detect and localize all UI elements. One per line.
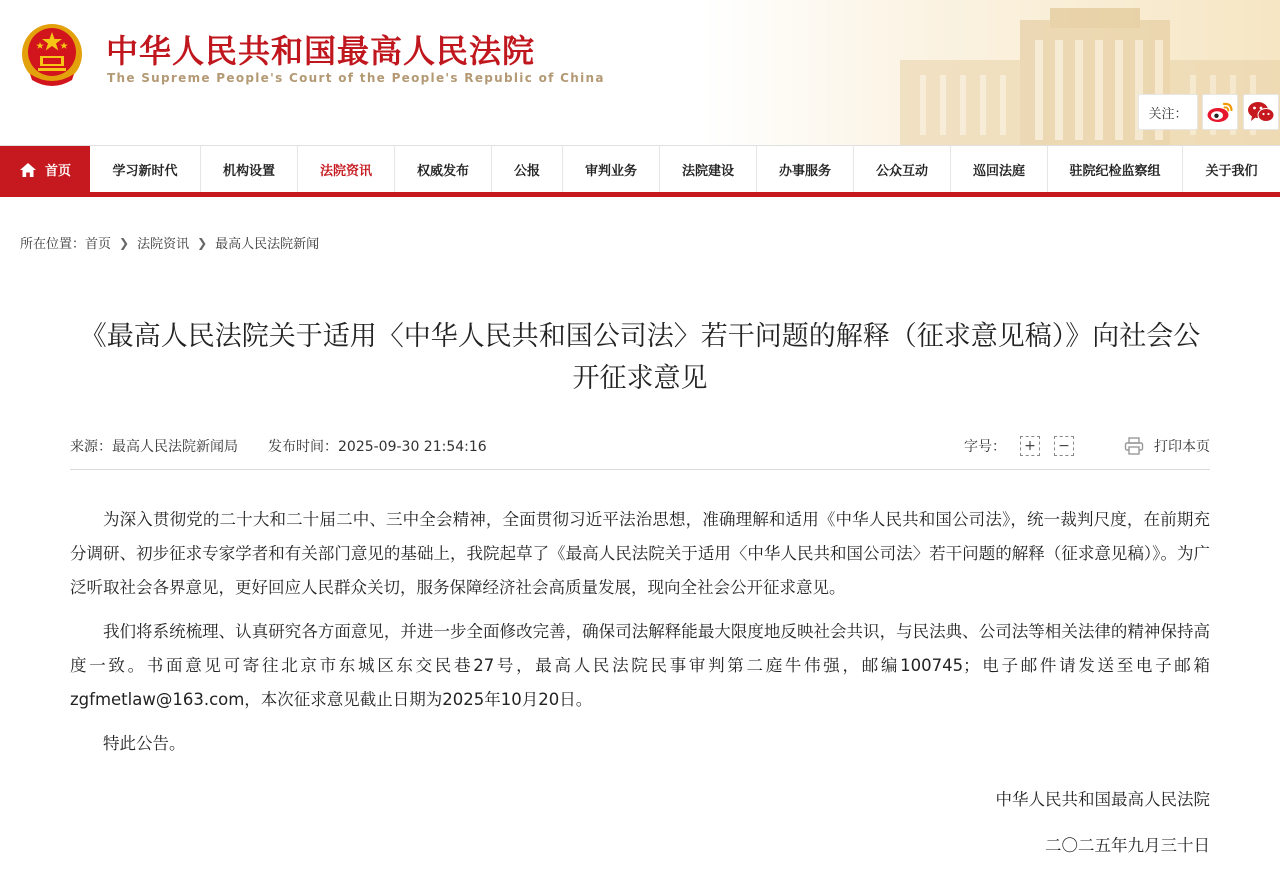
main-navigation [0, 145, 1280, 193]
weibo-icon [1206, 100, 1234, 124]
wechat-icon [1247, 100, 1275, 124]
article-paragraph: 为深入贯彻党的二十大和二十届二中、三中全会精神，全面贯彻习近平法治思想，准确理解和适用《中华人民共和国公司法》，统一裁判尺度，在前期充分调研、初步征求专家学者和有关部门意见的基础上，我院起草了《最高人民法院关于适用〈中华人民共和国公司法〉若干问题的解释（征求意见稿）》。为广泛听取社会各界意见，更好回应人民群众关切，服务保障经济社会高质量发展，现向全社会公开征求意见。 [70, 510, 1210, 597]
article-publish-time: 发布时间：2025-09-30 21:54:16 [268, 439, 487, 455]
breadcrumb-court-news[interactable]: 法院资讯 [137, 237, 190, 252]
article-title: 《最高人民法院关于适用〈中华人民共和国公司法〉若干问题的解释（征求意见稿）》向社会公开征求意见 [79, 321, 1201, 394]
nav-item-label: 驻院纪检监察组 [1069, 164, 1161, 179]
home-icon [19, 162, 37, 178]
print-button[interactable] [1124, 436, 1210, 456]
article-paragraph: 我们将系统梳理、认真研究各方面意见，并进一步全面修改完善，确保司法解释能最大限度地反映社会共识，与民法典、公司法等相关法律的精神保持高度一致。书面意见可寄往北京市东城区东交民巷27号，最高人民法院民事审判第二庭牛伟强，邮编100745；电子邮件请发送至电子邮箱zgfmetlaw@163.com，本次征求意见截止日期为2025年10月20日。 [70, 622, 1210, 709]
breadcrumb-prefix: 所在位置： [20, 237, 86, 252]
chevron-right-icon: ❯ [197, 235, 208, 250]
nav-item-label: 首页 [44, 164, 71, 179]
nav-item-gazette[interactable] [492, 146, 563, 193]
article-body [70, 503, 1210, 771]
nav-item-label: 关于我们 [1205, 164, 1258, 179]
nav-item-court-news[interactable] [298, 146, 395, 193]
nav-item-label: 权威发布 [416, 164, 469, 179]
weibo-button[interactable] [1202, 94, 1238, 130]
breadcrumb-spc-news[interactable]: 最高人民法院新闻 [215, 237, 320, 252]
chevron-right-icon: ❯ [119, 235, 130, 250]
nav-item-study[interactable] [90, 146, 201, 193]
font-size-label: 字号： [964, 439, 1006, 455]
nav-item-label: 学习新时代 [112, 164, 178, 179]
nav-item-label: 审判业务 [584, 164, 637, 179]
meta-divider [70, 469, 1210, 470]
font-increase-button[interactable]: + [1020, 436, 1040, 456]
nav-item-organization[interactable] [201, 146, 298, 193]
nav-item-public-interaction[interactable] [854, 146, 951, 193]
article-paragraph: 特此公告。 [103, 734, 186, 753]
site-title: 中华人民共和国最高人民法院 [106, 32, 536, 70]
print-label: 打印本页 [1154, 439, 1210, 455]
signature-organization: 中华人民共和国最高人民法院 [995, 790, 1210, 809]
article-meta [70, 436, 1210, 456]
printer-icon [1124, 437, 1144, 455]
font-decrease-button[interactable]: − [1054, 436, 1074, 456]
nav-item-label: 公众互动 [875, 164, 928, 179]
nav-item-label: 办事服务 [778, 164, 831, 179]
nav-divider [0, 192, 1280, 197]
nav-item-releases[interactable] [395, 146, 492, 193]
breadcrumb-home[interactable]: 首页 [85, 237, 112, 252]
nav-item-label: 巡回法庭 [972, 164, 1025, 179]
nav-item-home[interactable] [0, 146, 90, 193]
nav-item-about[interactable] [1183, 146, 1280, 193]
font-size-control [964, 436, 1074, 456]
site-subtitle: The Supreme People's Court of the People's Republic of China [107, 71, 605, 85]
nav-item-discipline-inspection[interactable] [1048, 146, 1183, 193]
nav-item-label: 法院资讯 [319, 164, 372, 179]
nav-item-label: 机构设置 [222, 164, 275, 179]
nav-item-label: 公报 [513, 164, 540, 179]
national-emblem-icon [20, 22, 84, 88]
signature-date: 二〇二五年九月三十日 [1045, 836, 1210, 855]
nav-item-trial-business[interactable] [563, 146, 660, 193]
wechat-button[interactable] [1243, 94, 1279, 130]
article-source: 来源：最高人民法院新闻局 [70, 439, 238, 455]
nav-item-services[interactable] [757, 146, 854, 193]
nav-item-circuit-courts[interactable] [951, 146, 1048, 193]
follow-label: 关注： [1138, 94, 1198, 130]
site-header [0, 0, 1280, 145]
breadcrumb [20, 233, 319, 252]
nav-item-label: 法院建设 [681, 164, 734, 179]
nav-item-court-building[interactable] [660, 146, 757, 193]
